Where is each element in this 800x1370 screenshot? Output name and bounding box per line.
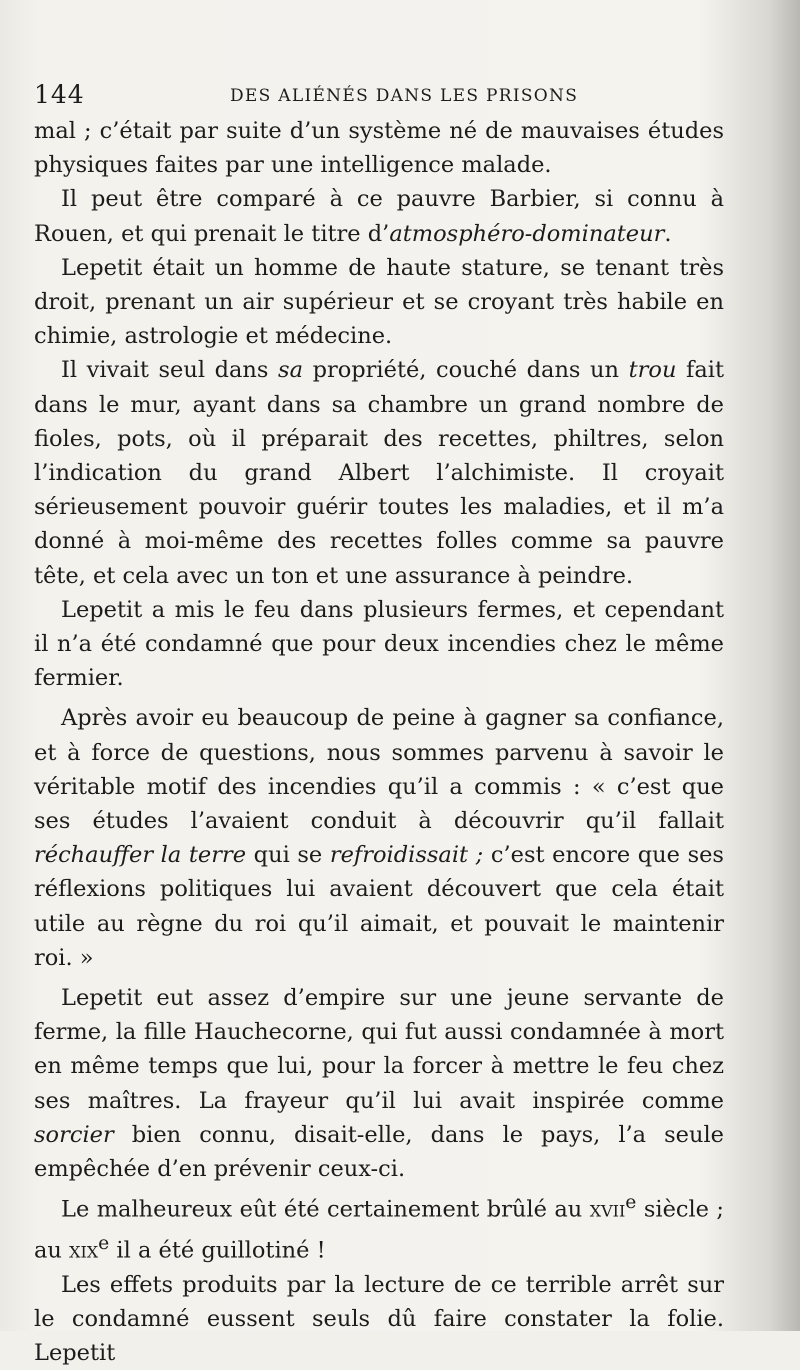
page-number: 144 xyxy=(34,80,85,109)
body-text xyxy=(34,114,724,1370)
paragraph: Après avoir eu beaucoup de peine à gagner sa confiance, et à force de questions, nous sommes parvenu à savoir le véritable motif des incendies qu’il a commis : « c’est que ses études l’avaient conduit à découvrir qu’il fallait réchauffer la terre qui se refroidissait ; c’est encore que ses réflexions politiques lui avaient découvert que cela était utile au règne du roi qu’il aimait, et pouvait le maintenir roi. » xyxy=(34,705,724,971)
paragraph: Lepetit eut assez d’empire sur une jeune servante de ferme, la fille Hauchecorne, qui fut aussi condamnée à mort en même temps que lui, pour la forcer à mettre le feu chez ses maîtres. La frayeur qu’il lui avait inspirée comme sorcier bien connu, disait-elle, dans le pays, l’a seule empêchée d’en prévenir ceux-ci. xyxy=(34,985,724,1183)
page-header xyxy=(34,80,744,110)
paragraph: Lepetit était un homme de haute stature, se tenant très droit, prenant un air supérieur et se croyant très habile en chimie, astrologie et médecine. xyxy=(34,254,724,350)
paragraph: Il vivait seul dans sa propriété, couché dans un trou fait dans le mur, ayant dans sa chambre un grand nombre de fioles, pots, où il préparait des recettes, philtres, selon l’indication du grand Albert l’alchimiste. Il croyait sérieusement pouvoir guérir toutes les maladies, et il m’a donné à moi-même des recettes folles comme sa pauvre tête, et cela avec un ton et une assurance à peindre. xyxy=(34,357,724,589)
paragraph: Les effets produits par la lecture de ce terrible arrêt sur le condamné eussent seuls dû faire constater la folie. Lepetit xyxy=(34,1271,724,1367)
paragraph: Le malheureux eût été certainement brûlé au xvii$^e$ siècle ; au xix$^e$ il a été guillotiné ! xyxy=(34,1192,725,1264)
paragraph: Lepetit a mis le feu dans plusieurs fermes, et cependant il n’a été condamné que pour deux incendies chez le même fermier. xyxy=(34,596,724,692)
paragraph: Il peut être comparé à ce pauvre Barbier, si connu à Rouen, et qui prenait le titre d’atmosphéro-dominateur. xyxy=(34,186,724,247)
paragraph: mal ; c’était par suite d’un système né de mauvaises études physiques faites par une intelligence malade. xyxy=(34,118,724,179)
running-title: DES ALIÉNÉS DANS LES PRISONS xyxy=(230,86,579,106)
